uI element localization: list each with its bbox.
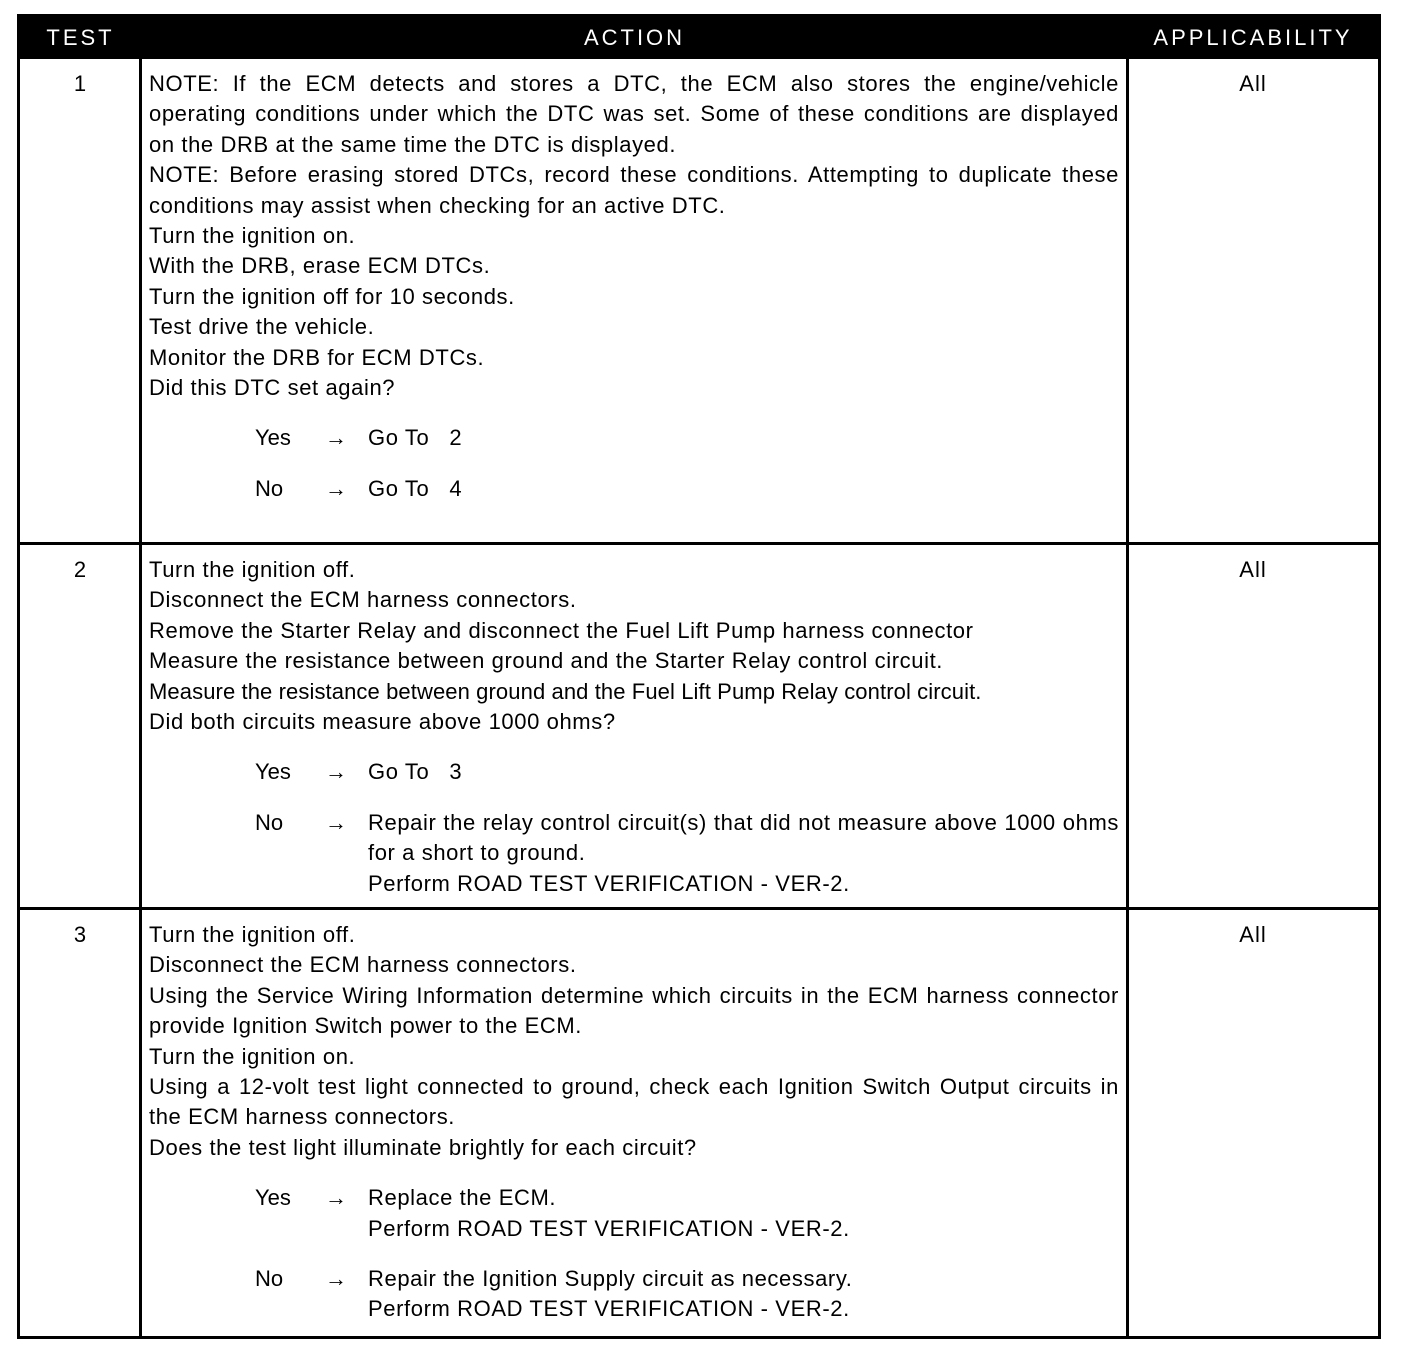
- action-line: Measure the resistance between ground and the Fuel Lift Pump Relay control circuit.: [149, 678, 982, 704]
- action-line: Using a 12-volt test light connected to ground, check each Ignition Switch Output circuits in the ECM harness connectors.: [149, 1074, 1119, 1130]
- action-cell: [149, 920, 1119, 1325]
- action-line: Turn the ignition on.: [149, 223, 356, 249]
- no-answer: [149, 1264, 1119, 1325]
- no-label: No: [255, 1266, 284, 1292]
- action-line: NOTE: If the ECM detects and stores a DTC, the ECM also stores the engine/vehicle operating conditions under which the DTC was set. Some of these conditions are displayed on the DRB at the same time the DTC is displayed.: [149, 71, 1119, 157]
- yes-answer: [149, 423, 1119, 453]
- arrow-icon: →: [325, 759, 347, 785]
- action-cell: [149, 555, 1119, 899]
- no-label: No: [255, 475, 284, 501]
- action-line: Using the Service Wiring Information determine which circuits in the ECM harness connector provide Ignition Switch power to the ECM.: [149, 982, 1119, 1039]
- no-result: Go To 4: [368, 475, 463, 501]
- yes-label: Yes: [255, 425, 291, 451]
- yes-result: Go To 2: [368, 425, 463, 451]
- yes-answer: [149, 757, 1119, 787]
- table-row: [20, 545, 1378, 907]
- test-number: 2: [73, 557, 88, 582]
- yes-result: Perform ROAD TEST VERIFICATION - VER-2.: [368, 1215, 850, 1241]
- action-line: Test drive the vehicle.: [149, 314, 375, 340]
- arrow-icon: →: [325, 1266, 347, 1292]
- action-line: Measure the resistance between ground and the Starter Relay control circuit.: [149, 648, 943, 674]
- action-line: Did this DTC set again?: [149, 375, 396, 401]
- applicability-value: All: [1239, 557, 1267, 582]
- header-action: ACTION: [583, 25, 686, 50]
- no-result: Repair the Ignition Supply circuit as necessary.: [368, 1266, 853, 1292]
- action-line: Disconnect the ECM harness connectors.: [149, 587, 577, 613]
- no-answer: [149, 808, 1119, 899]
- applicability-value: All: [1239, 71, 1267, 96]
- no-label: No: [255, 809, 284, 835]
- action-line: Remove the Starter Relay and disconnect the Fuel Lift Pump harness connector: [149, 617, 974, 643]
- no-answer: [149, 474, 1119, 504]
- header-test: TEST: [46, 25, 115, 50]
- action-line: Disconnect the ECM harness connectors.: [149, 952, 577, 978]
- arrow-icon: →: [325, 1185, 347, 1211]
- action-line: NOTE: Before erasing stored DTCs, record these conditions. Attempting to duplicate these conditions may assist when checking for an active DTC.: [149, 162, 1119, 218]
- action-line: Turn the ignition on.: [149, 1043, 356, 1069]
- yes-label: Yes: [255, 759, 291, 785]
- yes-result: Go To 3: [368, 759, 463, 785]
- no-result: Perform ROAD TEST VERIFICATION - VER-2.: [368, 870, 850, 896]
- header-applicability: APPLICABILITY: [1153, 25, 1353, 50]
- action-line: Turn the ignition off.: [149, 922, 356, 947]
- yes-result: Replace the ECM.: [368, 1185, 557, 1211]
- arrow-icon: →: [325, 809, 347, 835]
- action-line: Turn the ignition off.: [149, 557, 356, 582]
- yes-answer: [149, 1183, 1119, 1244]
- applicability-value: All: [1239, 922, 1267, 947]
- action-line: Turn the ignition off for 10 seconds.: [149, 283, 515, 309]
- arrow-icon: →: [325, 475, 347, 501]
- action-line: Monitor the DRB for ECM DTCs.: [149, 344, 485, 370]
- test-number: 3: [73, 922, 88, 947]
- yes-label: Yes: [255, 1185, 291, 1211]
- test-number: 1: [73, 71, 88, 96]
- table-row: [20, 59, 1378, 542]
- action-line: With the DRB, erase ECM DTCs.: [149, 253, 491, 279]
- action-cell: [149, 69, 1119, 504]
- no-result: Repair the relay control circuit(s) that did not measure above 1000 ohms for a short to ground.: [368, 809, 1119, 866]
- action-line: Does the test light illuminate brightly for each circuit?: [149, 1134, 697, 1160]
- diagnostic-test-table: [17, 14, 1381, 1339]
- table-row: [20, 910, 1378, 1336]
- action-line: Did both circuits measure above 1000 ohms?: [149, 709, 616, 735]
- no-result: Perform ROAD TEST VERIFICATION - VER-2.: [368, 1296, 850, 1322]
- table-header: [20, 17, 1378, 59]
- arrow-icon: →: [325, 425, 347, 451]
